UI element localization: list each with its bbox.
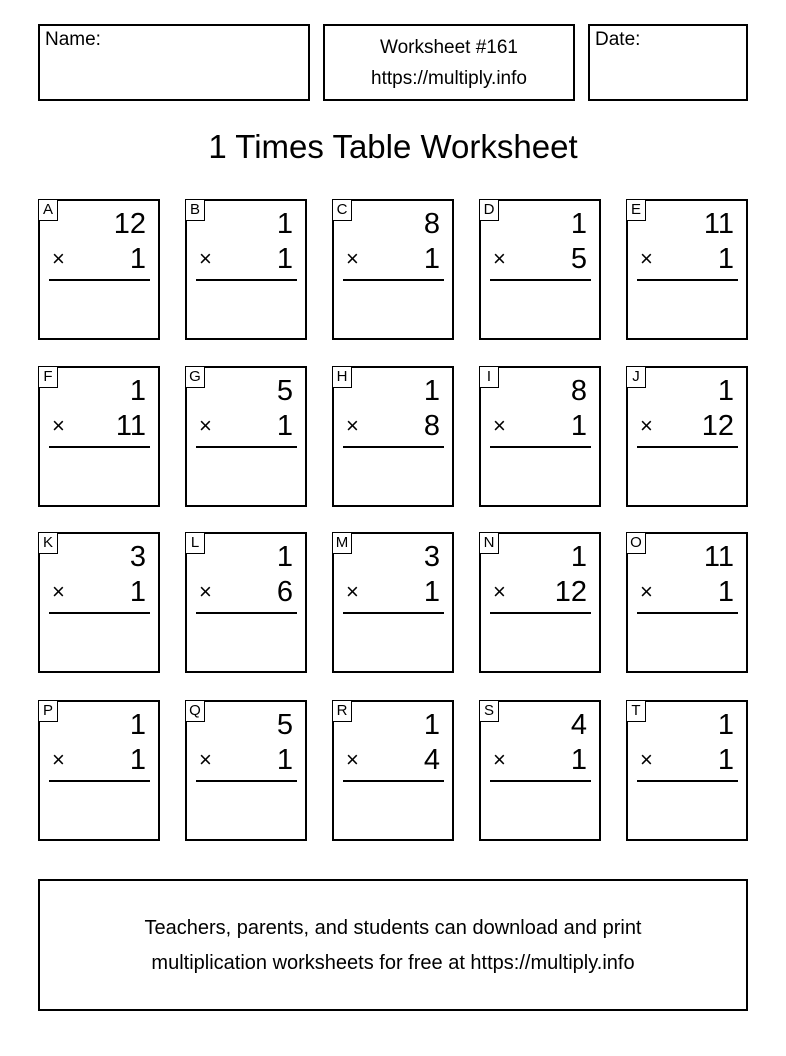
problem-card[interactable] bbox=[626, 199, 748, 340]
answer-line bbox=[490, 780, 591, 782]
answer-line bbox=[196, 612, 297, 614]
footer-line-1: Teachers, parents, and students can download and print bbox=[144, 917, 642, 939]
times-sign: × bbox=[640, 246, 653, 271]
multiplier: 1 bbox=[276, 744, 293, 776]
times-sign: × bbox=[640, 747, 653, 772]
times-sign: × bbox=[199, 246, 212, 271]
answer-line bbox=[49, 780, 150, 782]
multiplicand: 1 bbox=[276, 541, 293, 573]
multiplier: 1 bbox=[570, 744, 587, 776]
problem-card[interactable] bbox=[185, 700, 307, 841]
times-sign: × bbox=[493, 246, 506, 271]
problem-card[interactable] bbox=[479, 700, 601, 841]
problem-letter: E bbox=[626, 199, 646, 221]
problem-card[interactable] bbox=[38, 199, 160, 340]
multiplier: 6 bbox=[276, 576, 293, 608]
multiplicand: 11 bbox=[703, 541, 734, 573]
multiplicand: 1 bbox=[570, 208, 587, 240]
worksheet-info-box bbox=[323, 24, 575, 101]
multiplicand: 1 bbox=[129, 375, 146, 407]
multiplier: 1 bbox=[423, 576, 440, 608]
times-sign: × bbox=[346, 747, 359, 772]
multiplicand: 4 bbox=[570, 709, 587, 741]
times-sign: × bbox=[52, 246, 65, 271]
times-sign: × bbox=[640, 579, 653, 604]
multiplier: 1 bbox=[276, 243, 293, 275]
times-sign: × bbox=[493, 413, 506, 438]
multiplicand: 1 bbox=[717, 709, 734, 741]
page-title: 1 Times Table Worksheet bbox=[208, 128, 578, 165]
multiplier: 8 bbox=[423, 410, 440, 442]
answer-line bbox=[49, 612, 150, 614]
answer-line bbox=[343, 780, 444, 782]
problem-letter: T bbox=[626, 700, 646, 722]
multiplicand: 5 bbox=[276, 375, 293, 407]
multiplicand: 1 bbox=[717, 375, 734, 407]
problem-letter: O bbox=[626, 532, 646, 554]
multiplicand: 8 bbox=[423, 208, 440, 240]
problem-card[interactable] bbox=[38, 532, 160, 673]
multiplicand: 3 bbox=[423, 541, 440, 573]
problem-letter: R bbox=[332, 700, 352, 722]
answer-line bbox=[637, 279, 738, 281]
times-sign: × bbox=[346, 246, 359, 271]
answer-line bbox=[196, 279, 297, 281]
answer-line bbox=[637, 780, 738, 782]
problem-card[interactable] bbox=[626, 366, 748, 507]
multiplicand: 8 bbox=[570, 375, 587, 407]
multiplier: 1 bbox=[717, 744, 734, 776]
multiplicand: 3 bbox=[129, 541, 146, 573]
answer-line bbox=[49, 279, 150, 281]
problem-card[interactable] bbox=[479, 199, 601, 340]
times-sign: × bbox=[640, 413, 653, 438]
problem-letter: M bbox=[332, 532, 352, 554]
multiplier: 1 bbox=[129, 243, 146, 275]
answer-line bbox=[637, 612, 738, 614]
problem-letter: P bbox=[38, 700, 58, 722]
problem-card[interactable] bbox=[332, 366, 454, 507]
multiplier: 12 bbox=[554, 576, 587, 608]
problem-letter: A bbox=[38, 199, 58, 221]
multiplicand: 5 bbox=[276, 709, 293, 741]
problem-card[interactable] bbox=[626, 700, 748, 841]
problem-letter: F bbox=[38, 366, 58, 388]
problem-letter: H bbox=[332, 366, 352, 388]
answer-line bbox=[343, 446, 444, 448]
name-label: Name: bbox=[45, 29, 101, 50]
answer-line bbox=[637, 446, 738, 448]
problem-card[interactable] bbox=[479, 532, 601, 673]
date-label: Date: bbox=[595, 29, 641, 50]
answer-line bbox=[490, 279, 591, 281]
multiplier: 1 bbox=[570, 410, 587, 442]
multiplicand: 11 bbox=[703, 208, 734, 240]
multiplicand: 1 bbox=[276, 208, 293, 240]
footer-line-2: multiplication worksheets for free at https://multiply.info bbox=[151, 952, 635, 974]
problem-card[interactable] bbox=[185, 366, 307, 507]
problem-letter: K bbox=[38, 532, 58, 554]
answer-line bbox=[343, 612, 444, 614]
problem-letter: J bbox=[626, 366, 646, 388]
problem-letter: S bbox=[479, 700, 499, 722]
answer-line bbox=[196, 780, 297, 782]
multiplier: 4 bbox=[423, 744, 440, 776]
times-sign: × bbox=[52, 579, 65, 604]
multiplicand: 1 bbox=[570, 541, 587, 573]
multiplier: 1 bbox=[129, 576, 146, 608]
problem-letter: Q bbox=[185, 700, 205, 722]
answer-line bbox=[343, 279, 444, 281]
date-box[interactable] bbox=[588, 24, 748, 101]
problem-letter: D bbox=[479, 199, 499, 221]
times-sign: × bbox=[199, 747, 212, 772]
times-sign: × bbox=[199, 579, 212, 604]
times-sign: × bbox=[199, 413, 212, 438]
multiplier: 1 bbox=[276, 410, 293, 442]
multiplicand: 12 bbox=[113, 208, 146, 240]
multiplicand: 1 bbox=[129, 709, 146, 741]
answer-line bbox=[490, 446, 591, 448]
times-sign: × bbox=[346, 579, 359, 604]
problem-letter: C bbox=[332, 199, 352, 221]
problem-letter: N bbox=[479, 532, 499, 554]
answer-line bbox=[49, 446, 150, 448]
times-sign: × bbox=[346, 413, 359, 438]
multiplier: 1 bbox=[717, 576, 734, 608]
problem-card[interactable] bbox=[185, 199, 307, 340]
problem-letter: G bbox=[185, 366, 205, 388]
problem-card[interactable] bbox=[38, 366, 160, 507]
times-sign: × bbox=[52, 747, 65, 772]
multiplier: 1 bbox=[717, 243, 734, 275]
multiplicand: 1 bbox=[423, 709, 440, 741]
multiplier: 1 bbox=[423, 243, 440, 275]
problem-card[interactable] bbox=[626, 532, 748, 673]
times-sign: × bbox=[493, 579, 506, 604]
worksheet-number: Worksheet #161 bbox=[379, 37, 518, 58]
problem-card[interactable] bbox=[332, 199, 454, 340]
problem-card[interactable] bbox=[332, 700, 454, 841]
problem-card[interactable] bbox=[185, 532, 307, 673]
multiplier: 5 bbox=[570, 243, 587, 275]
problem-letter: B bbox=[185, 199, 205, 221]
times-sign: × bbox=[52, 413, 65, 438]
times-sign: × bbox=[493, 747, 506, 772]
multiplier: 12 bbox=[701, 410, 734, 442]
multiplier: 1 bbox=[129, 744, 146, 776]
name-box[interactable] bbox=[38, 24, 310, 101]
answer-line bbox=[196, 446, 297, 448]
multiplier: 11 bbox=[115, 410, 146, 442]
problem-card[interactable] bbox=[332, 532, 454, 673]
problem-card[interactable] bbox=[479, 366, 601, 507]
multiplicand: 1 bbox=[423, 375, 440, 407]
answer-line bbox=[490, 612, 591, 614]
problem-card[interactable] bbox=[38, 700, 160, 841]
problem-letter: L bbox=[185, 532, 205, 554]
problem-letter: I bbox=[479, 366, 499, 388]
footer-box bbox=[38, 879, 748, 1011]
worksheet-url: https://multiply.info bbox=[371, 68, 527, 89]
